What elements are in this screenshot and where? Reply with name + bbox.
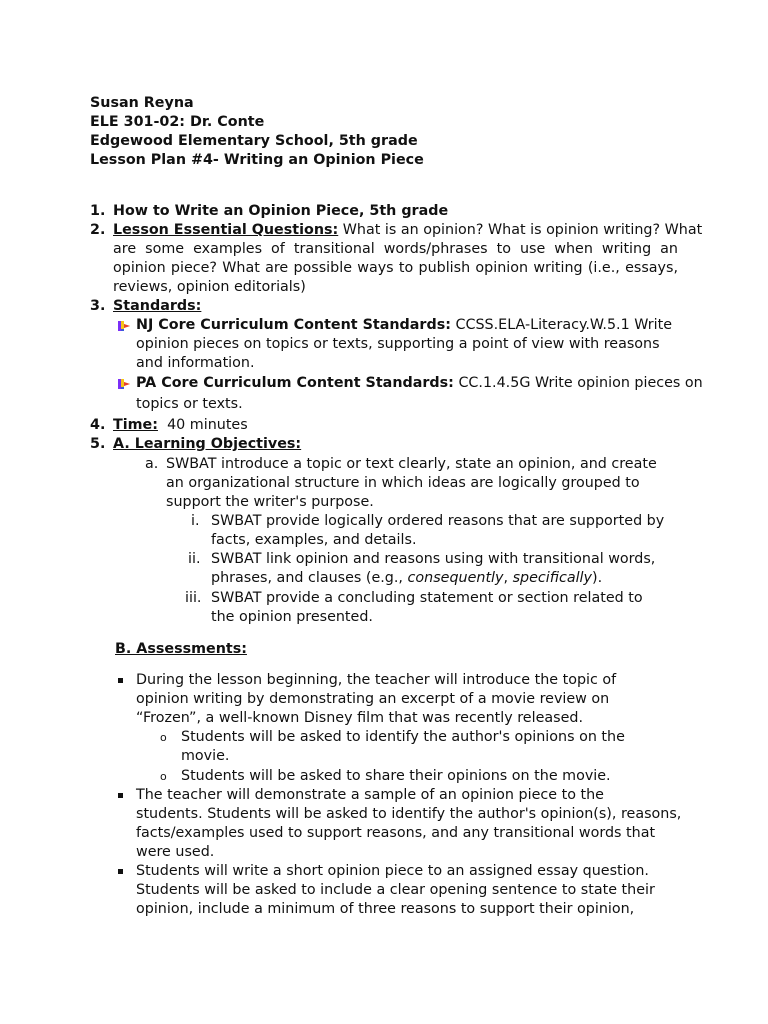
example-specifically: specifically [512,570,592,586]
square-bullet-icon [118,793,123,798]
objective-i-line-1: SWBAT provide logically ordered reasons that are supported by [211,513,665,529]
nj-standards-label: NJ Core Curriculum Content Standards: [136,317,451,333]
essential-questions-line-3: opinion piece? What are possible ways to publish opinion writing (i.e., essays, [113,260,678,276]
standards-label: Standards: [113,298,202,314]
objective-ii-text: phrases, and clauses (e.g., [211,570,408,586]
item-number-4: 4. [90,417,106,433]
item-number-2: 2. [90,222,106,238]
pa-standards-line-2: topics or texts. [136,396,243,412]
objective-ii-line-2 [211,569,602,588]
objective-i-number: i. [191,513,200,529]
assessment-2-line-2: students. Students will be asked to identify the author's opinion(s), reasons, [136,806,682,822]
nj-standards-line-3: and information. [136,355,255,371]
assessment-1-line-1: During the lesson beginning, the teacher will introduce the topic of [136,672,617,688]
circle-bullet-icon: o [160,770,167,783]
lesson-title: How to Write an Opinion Piece, 5th grade [113,203,449,219]
objective-a-line-2: an organizational structure in which ideas are logically grouped to [166,475,640,491]
item-number-1: 1. [90,203,106,219]
nj-standards-line-2: opinion pieces on topics or texts, supporting a point of view with reasons [136,336,660,352]
lesson-plan-title: Lesson Plan #4- Writing an Opinion Piece [90,152,424,168]
item-number-3: 3. [90,298,106,314]
assessment-2-line-3: facts/examples used to support reasons, and any transitional words that [136,825,656,841]
circle-bullet-icon: o [160,731,167,744]
objective-iii-line-1: SWBAT provide a concluding statement or section related to [211,590,643,606]
assessment-3-line-2: Students will be asked to include a clear opening sentence to state their [136,882,655,898]
assessment-2-line-4: were used. [136,844,215,860]
sub-assessment-2-line-1: Students will be asked to share their opinions on the movie. [181,768,611,784]
time-value: 40 minutes [167,417,248,433]
arrow-bullet-icon [116,319,132,333]
objective-ii-end: ). [592,570,603,586]
assessment-2-line-1: The teacher will demonstrate a sample of an opinion piece to the [136,787,604,803]
pa-standards-label: PA Core Curriculum Content Standards: [136,375,454,391]
essential-questions-line-4: reviews, opinion editorials) [113,279,306,295]
school-line: Edgewood Elementary School, 5th grade [90,133,418,149]
pa-standards-line-1 [136,374,703,393]
objective-i-line-2: facts, examples, and details. [211,532,417,548]
essential-questions-line-2: are some examples of transitional words/phrases to use when writing an [113,241,678,257]
objective-a-number: a. [145,456,159,472]
arrow-bullet-icon [116,377,132,391]
example-consequently: consequently [407,570,504,586]
objective-ii-line-1: SWBAT link opinion and reasons using with transitional words, [211,551,656,567]
nj-standards-line-1 [136,316,672,335]
item-number-5: 5. [90,436,106,452]
objective-iii-number: iii. [185,590,202,606]
assessment-3-line-3: opinion, include a minimum of three reasons to support their opinion, [136,901,635,917]
essential-questions-text-1: What is an opinion? What is opinion writing? What [342,222,703,238]
essential-questions-label: Lesson Essential Questions: [113,222,339,238]
assessment-1-line-3: “Frozen”, a well-known Disney film that was recently released. [136,710,584,726]
assessments-label: B. Assessments: [115,641,247,657]
essential-questions-line-1 [113,221,702,240]
learning-objectives-label: A. Learning Objectives: [113,436,302,452]
course-line: ELE 301-02: Dr. Conte [90,114,265,130]
assessment-1-line-2: opinion writing by demonstrating an excerpt of a movie review on [136,691,610,707]
time-line [113,416,248,435]
square-bullet-icon [118,678,123,683]
pa-standards-text-1: CC.1.4.5G Write opinion pieces on [458,375,703,391]
objective-ii-number: ii. [188,551,201,567]
sub-assessment-1-line-1: Students will be asked to identify the author's opinions on the [181,729,625,745]
objective-a-line-1: SWBAT introduce a topic or text clearly, state an opinion, and create [166,456,657,472]
square-bullet-icon [118,869,123,874]
objective-iii-line-2: the opinion presented. [211,609,373,625]
objective-ii-comma: , [503,570,513,586]
author-name: Susan Reyna [90,95,194,111]
nj-standards-text-1: CCSS.ELA-Literacy.W.5.1 Write [455,317,672,333]
sub-assessment-1-line-2: movie. [181,748,230,764]
objective-a-line-3: support the writer's purpose. [166,494,374,510]
time-label: Time: [113,417,158,433]
assessment-3-line-1: Students will write a short opinion piece to an assigned essay question. [136,863,649,879]
